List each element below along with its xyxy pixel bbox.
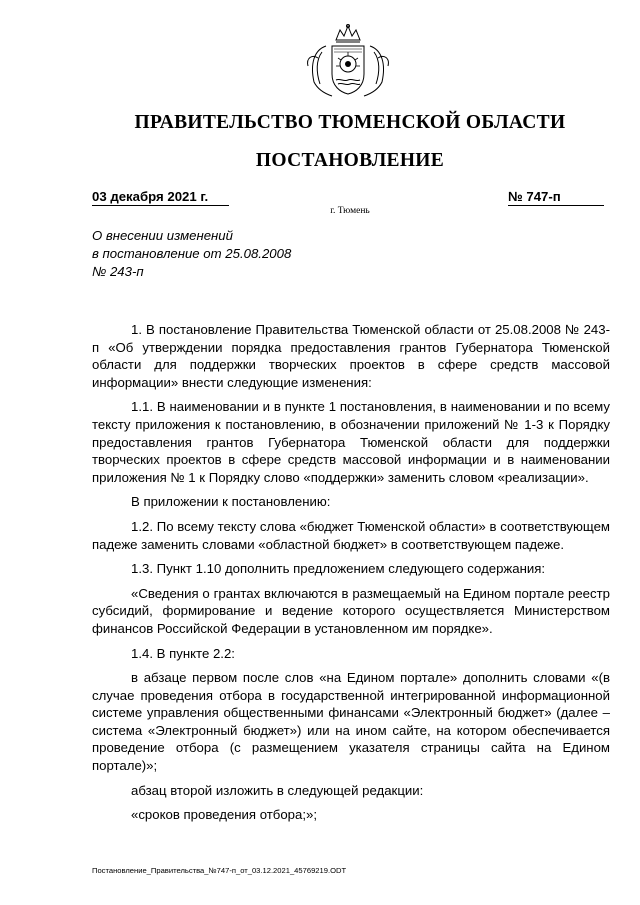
body-paragraph: в абзаце первом после слов «на Едином портале» дополнить словами «(в случае проведения отбора в государственной интегрированной информационной системе управления общественными финансами «Электронный бюджет» (далее – система «Электронный бюджет») или на ином сайте, на котором обеспечивается проведение отбора (с размещением указателя страницы сайта на Едином портале)»;: [92, 670, 610, 774]
footer-filename: Постановление_Правительства_№747-п_от_03.12.2021_45769219.ODT: [92, 866, 347, 875]
body-paragraph: «Сведения о грантах включаются в размещаемый на Едином портале реестр субсидий, формирование и ведение которого осуществляется Министерством финансов Российской Федерации в установленном им порядке».: [92, 585, 610, 636]
body-paragraph: В приложении к постановлению:: [131, 494, 331, 510]
government-title: ПРАВИТЕЛЬСТВО ТЮМЕНСКОЙ ОБЛАСТИ: [134, 112, 566, 133]
subject-line: № 243-п: [92, 264, 144, 279]
body-paragraph: 1. В постановление Правительства Тюменской области от 25.08.2008 № 243-п «Об утверждении порядка предоставления грантов Губернатора Тюменской области для поддержки творческих проектов в сфере средств массовой информации» внести следующие изменения:: [92, 322, 610, 390]
subject-line: О внесении изменений: [92, 228, 233, 243]
coat-of-arms-icon: [296, 24, 400, 98]
body-paragraph: 1.3. Пункт 1.10 дополнить предложением следующего содержания:: [131, 561, 546, 577]
body-paragraph: «сроков проведения отбора;»;: [131, 807, 318, 823]
body-paragraph: 1.4. В пункте 2.2:: [131, 645, 235, 661]
document-subject: [92, 227, 352, 281]
document-city: г. Тюмень: [330, 206, 370, 216]
document-type: ПОСТАНОВЛЕНИЕ: [255, 150, 445, 171]
document-body: [92, 321, 610, 831]
body-paragraph: 1.2. По всему тексту слова «бюджет Тюменской области» в соответствующем падеже заменить словами «областной бюджет» в соответствующем падеже.: [92, 518, 610, 552]
subject-line: в постановление от 25.08.2008: [92, 246, 292, 261]
document-number: № 747-п: [508, 189, 604, 206]
body-paragraph: абзац второй изложить в следующей редакции:: [131, 782, 424, 798]
document-date: 03 декабря 2021 г.: [92, 189, 229, 206]
body-paragraph: 1.1. В наименовании и в пункте 1 постановления, в наименовании и по всему тексту приложения к постановлению, в обозначении приложений № 1-3 к Порядку предоставления грантов Губернатора Тюменской области для поддержки творческих проектов в сфере средств массовой информации и в наименовании приложения № 1 к Порядку слово «поддержки» заменить словом «реализации».: [92, 399, 610, 485]
